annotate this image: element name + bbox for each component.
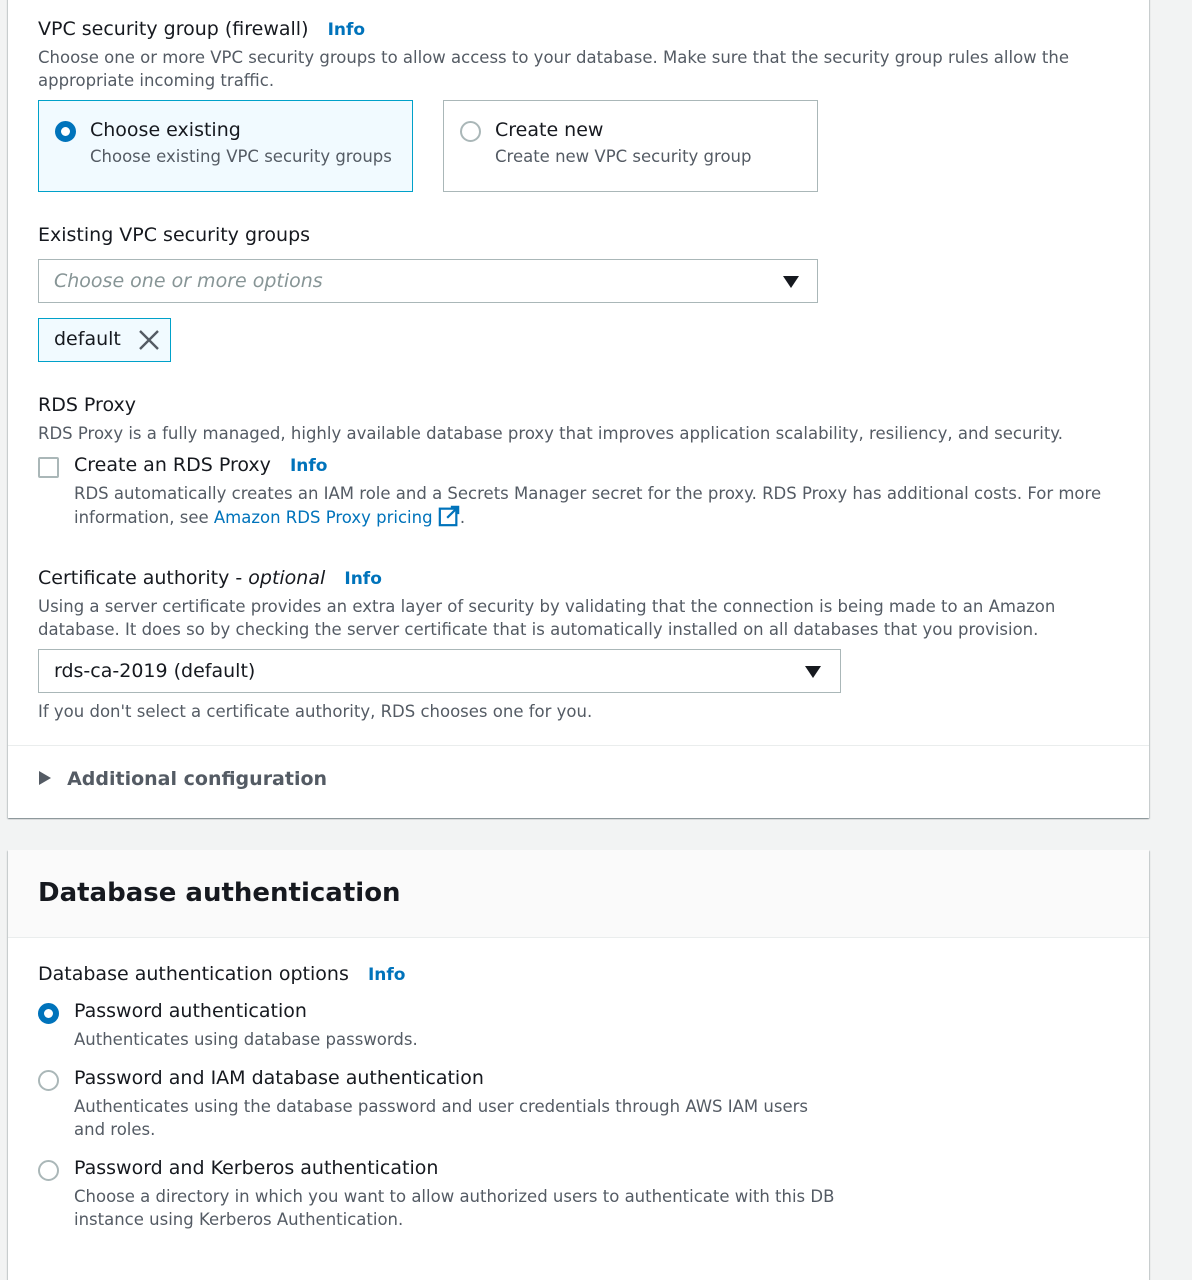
additional-configuration-toggle[interactable] bbox=[38, 768, 327, 790]
vpc-security-groups-select[interactable] bbox=[38, 259, 818, 303]
password-iam-auth-desc: Authenticates using the database password and user credentials through AWS IAM users and roles. bbox=[74, 1097, 808, 1139]
panel-header bbox=[8, 850, 1149, 938]
password-auth-title[interactable]: Password authentication bbox=[74, 1000, 307, 1022]
close-icon[interactable] bbox=[137, 328, 161, 352]
auth-info-link[interactable]: Info bbox=[367, 965, 406, 985]
cert-hint: If you don't select a certificate authority, RDS chooses one for you. bbox=[38, 702, 593, 721]
token-label: default bbox=[54, 328, 121, 350]
choose-existing-tile[interactable] bbox=[38, 100, 413, 192]
create-rds-proxy-label: Create an RDS Proxy bbox=[74, 454, 271, 476]
certificate-authority-select[interactable] bbox=[38, 649, 841, 693]
create-new-tile[interactable] bbox=[443, 100, 818, 192]
create-rds-proxy-heading bbox=[74, 454, 327, 476]
choose-existing-title: Choose existing bbox=[90, 119, 241, 141]
cert-info-link[interactable]: Info bbox=[344, 569, 382, 589]
vpc-security-group-heading bbox=[38, 18, 365, 40]
divider bbox=[8, 745, 1149, 746]
caret-down-icon bbox=[783, 276, 799, 288]
cert-description: Using a server certificate provides an extra layer of security by validating that the connection is being made to an Amazon database. It does so by checking the server certificate that is automatically installed on all databases that you provision. bbox=[38, 597, 1056, 639]
rds-proxy-pricing-link[interactable]: Amazon RDS Proxy pricing bbox=[213, 508, 433, 527]
choose-existing-desc: Choose existing VPC security groups bbox=[90, 147, 392, 166]
create-new-desc: Create new VPC security group bbox=[495, 147, 752, 166]
certificate-authority-heading bbox=[38, 567, 382, 589]
password-auth-radio[interactable] bbox=[38, 1003, 59, 1024]
cert-optional: optional bbox=[248, 567, 326, 589]
create-new-radio[interactable] bbox=[460, 121, 481, 142]
password-kerberos-auth-title[interactable]: Password and Kerberos authentication bbox=[74, 1157, 439, 1179]
cert-label: Certificate authority - bbox=[38, 567, 249, 589]
choose-existing-radio[interactable] bbox=[55, 121, 76, 142]
password-iam-auth-radio[interactable] bbox=[38, 1070, 59, 1091]
rds-proxy-checkbox-desc: RDS automatically creates an IAM role and a Secrets Manager secret for the proxy. RDS Proxy has additional costs. For more information, see Amazon RDS Proxy pricing . bbox=[74, 484, 1102, 527]
create-rds-proxy-checkbox[interactable] bbox=[38, 457, 59, 478]
rds-proxy-label: RDS Proxy bbox=[38, 394, 136, 416]
rds-proxy-description: RDS Proxy is a fully managed, highly available database proxy that improves application scalability, resiliency, and security. bbox=[38, 424, 1063, 443]
caret-right-icon bbox=[38, 770, 52, 786]
create-new-title: Create new bbox=[495, 119, 604, 141]
caret-down-icon bbox=[805, 666, 821, 678]
external-link-icon[interactable] bbox=[438, 505, 460, 527]
auth-options-label: Database authentication options bbox=[38, 963, 349, 985]
proxy-desc-text: RDS automatically creates an IAM role and a Secrets Manager secret for the proxy. RDS Proxy has additional costs. For more information, see bbox=[74, 484, 1102, 527]
vpc-info-link[interactable]: Info bbox=[327, 20, 366, 40]
database-authentication-heading: Database authentication bbox=[38, 878, 401, 908]
auth-options-heading bbox=[38, 963, 405, 985]
cert-select-value: rds-ca-2019 (default) bbox=[54, 660, 256, 682]
vpc-description: Choose one or more VPC security groups to allow access to your database. Make sure that the security group rules allow the appropriate incoming traffic. bbox=[38, 48, 1069, 90]
password-iam-auth-title[interactable]: Password and IAM database authentication bbox=[74, 1067, 484, 1089]
vpc-security-group-label: VPC security group (firewall) bbox=[38, 18, 309, 40]
password-kerberos-auth-radio[interactable] bbox=[38, 1160, 59, 1181]
password-kerberos-auth-desc: Choose a directory in which you want to allow authorized users to authenticate with this DB instance using Kerberos Authentication. bbox=[74, 1187, 835, 1229]
divider bbox=[8, 937, 1149, 938]
database-authentication-panel bbox=[8, 850, 1149, 1280]
additional-configuration-label: Additional configuration bbox=[67, 768, 328, 790]
connectivity-panel bbox=[8, 0, 1149, 818]
existing-vpc-groups-label: Existing VPC security groups bbox=[38, 224, 311, 246]
vpc-select-placeholder: Choose one or more options bbox=[54, 270, 323, 292]
proxy-info-link[interactable]: Info bbox=[289, 456, 328, 476]
password-auth-desc: Authenticates using database passwords. bbox=[74, 1030, 418, 1049]
selected-group-token bbox=[38, 318, 171, 362]
